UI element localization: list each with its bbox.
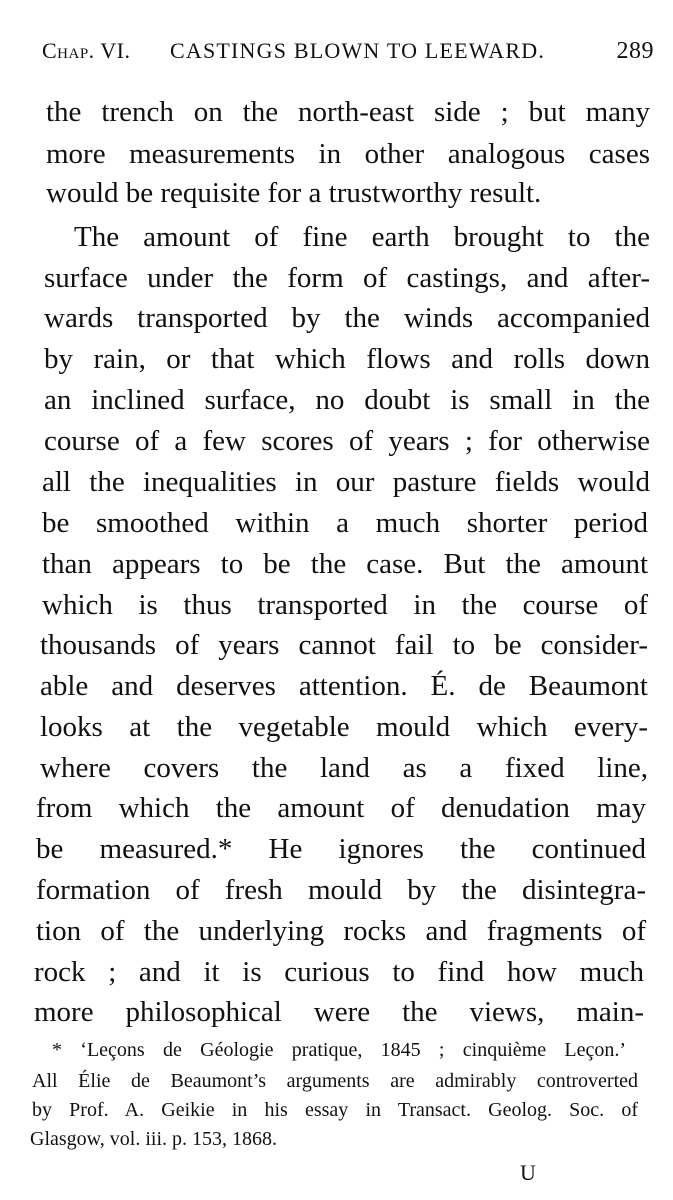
body-line: thousands of years cannot fail to be consider- [40, 629, 648, 661]
body-line: formation of fresh mould by the disintegra- [36, 874, 646, 906]
page-number: 289 [616, 38, 654, 64]
running-title: CASTINGS BLOWN TO LEEWARD. [170, 38, 546, 63]
body-line: would be requisite for a trustworthy result. [46, 177, 542, 209]
footnote-line: Glasgow, vol. iii. p. 153, 1868. [30, 1128, 278, 1150]
body-line: more philosophical were the views, main- [34, 996, 644, 1028]
body-line: course of a few scores of years ; for otherwise [44, 425, 650, 457]
body-line: The amount of fine earth brought to the [74, 221, 650, 253]
body-line: surface under the form of castings, and after- [44, 262, 650, 294]
running-head [42, 38, 654, 66]
chapter-label: Chap. VI. [42, 38, 131, 63]
body-line: be smoothed within a much shorter period [42, 507, 648, 539]
body-line: rock ; and it is curious to find how much [34, 956, 644, 988]
footnote-line: All Élie de Beaumont’s arguments are admirably controverted [32, 1070, 638, 1092]
body-line: more measurements in other analogous cases [46, 138, 650, 170]
body-line: able and deserves attention. É. de Beaumont [40, 670, 648, 702]
body-line: from which the amount of denudation may [36, 792, 646, 824]
body-line: the trench on the north-east side ; but many [46, 96, 650, 128]
body-line: be measured.* He ignores the continued [36, 833, 646, 865]
body-line: tion of the underlying rocks and fragments of [36, 915, 646, 947]
body-line: by rain, or that which flows and rolls down [44, 343, 650, 375]
body-line: than appears to be the case. But the amount [42, 548, 648, 580]
body-line: an inclined surface, no doubt is small in the [44, 384, 650, 416]
signature-mark: U [520, 1160, 536, 1185]
body-line: looks at the vegetable mould which every- [40, 711, 648, 743]
body-line: wards transported by the winds accompanied [44, 302, 650, 334]
body-line: all the inequalities in our pasture fields would [42, 466, 650, 498]
body-line: which is thus transported in the course of [42, 589, 648, 621]
footnote-line: * ‘Leçons de Géologie pratique, 1845 ; cinquième Leçon.’ [52, 1039, 626, 1061]
footnote-line: by Prof. A. Geikie in his essay in Transact. Geolog. Soc. of [32, 1099, 638, 1121]
body-line: where covers the land as a fixed line, [40, 752, 648, 784]
